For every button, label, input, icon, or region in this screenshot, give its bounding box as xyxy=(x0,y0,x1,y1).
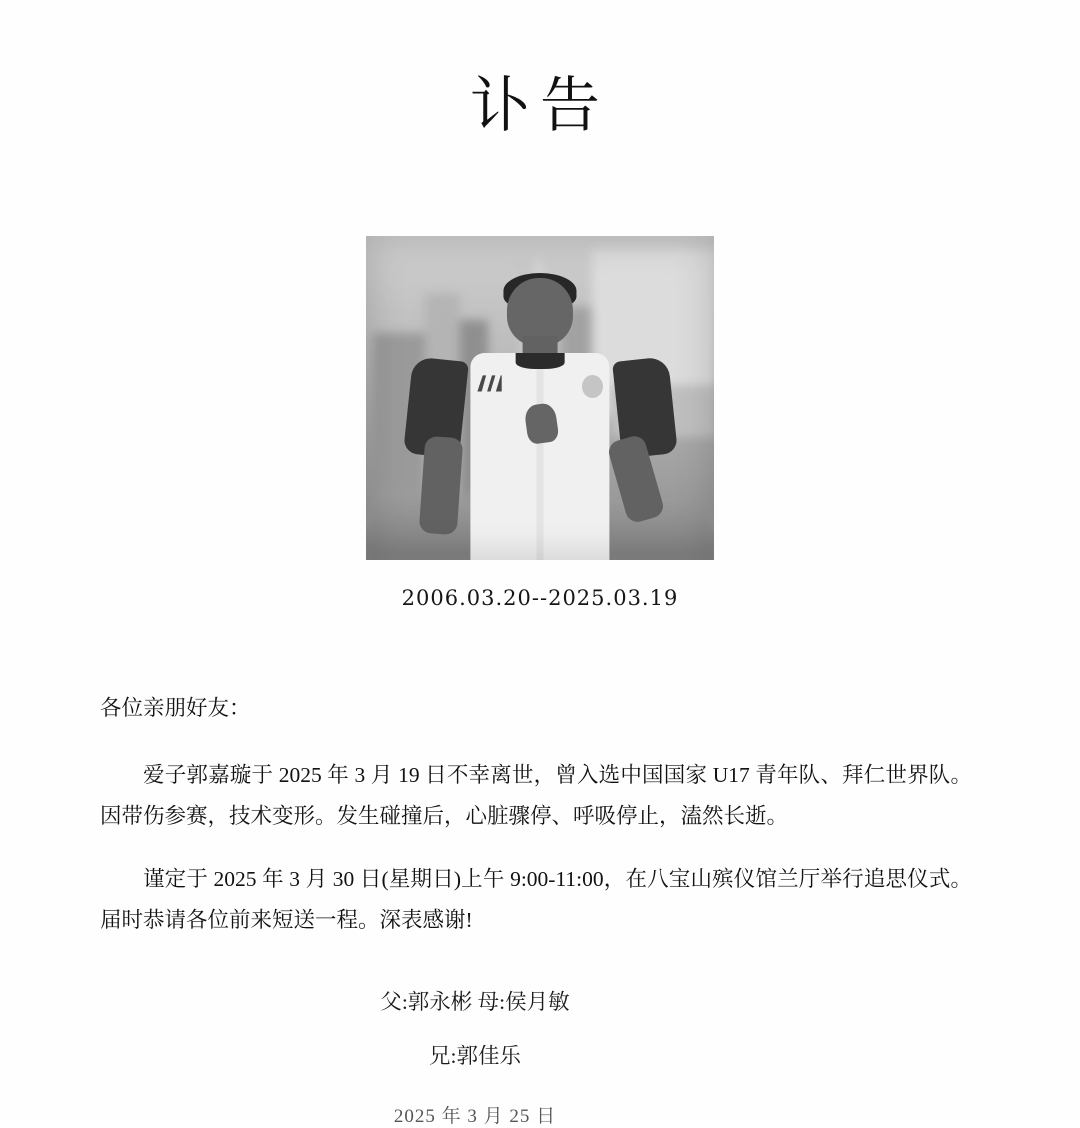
paragraph-2: 谨定于 2025 年 3 月 30 日(星期日)上午 9:00-11:00，在八宝山殡仪馆兰厅举行追思仪式。届时恭请各位前来短送一程。深表感谢! xyxy=(100,867,972,932)
page-title: 讣告 xyxy=(470,71,610,141)
paragraph-1: 爱子郭嘉璇于 2025 年 3 月 19 日不幸离世，曾入选中国国家 U17 青年队、拜仁世界队。因带伤参赛，技术变形。发生碰撞后，心脏骤停、呼吸停止，溘然长逝。 xyxy=(100,763,972,828)
signature-block xyxy=(0,975,1080,1083)
portrait-photo-container xyxy=(0,236,1080,560)
photo-vignette xyxy=(366,236,714,560)
signature-parents: 父:郭永彬 母:侯月敏 xyxy=(380,990,570,1014)
signed-date: 2025 年 3 月 25 日 xyxy=(393,1106,557,1127)
life-dates: 2006.03.20--2025.03.19 xyxy=(401,586,679,610)
signature-brother: 兄:郭佳乐 xyxy=(429,1044,521,1068)
salutation: 各位亲朋好友： xyxy=(100,696,251,720)
portrait-photo xyxy=(366,236,714,560)
obituary-body xyxy=(100,688,972,941)
